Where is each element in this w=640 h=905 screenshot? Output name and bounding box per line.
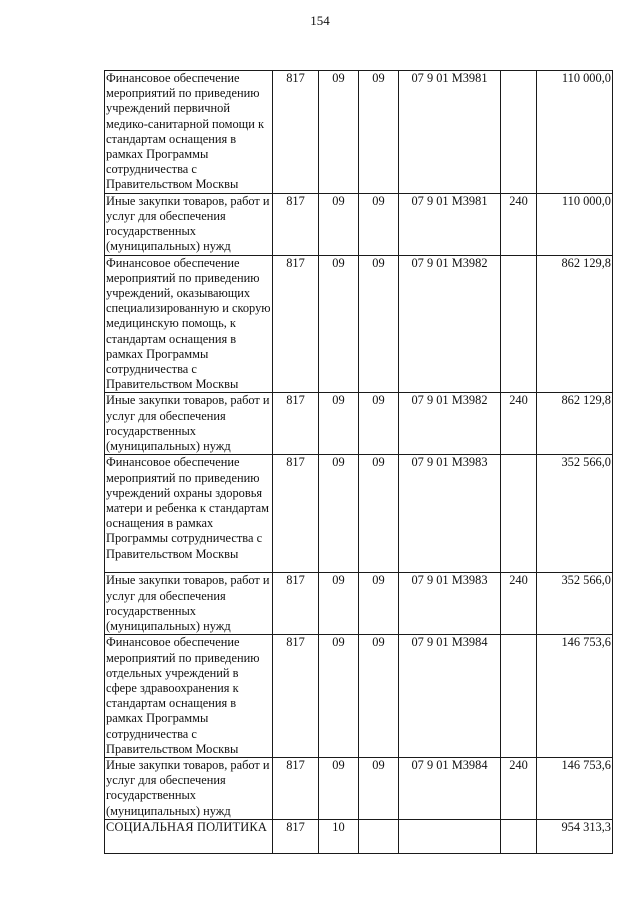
target-article-cell: 07 9 01 М3984 <box>399 758 501 820</box>
table-row <box>105 193 613 255</box>
amount-cell: 862 129,8 <box>537 255 613 393</box>
subsection-code-cell: 09 <box>359 573 399 635</box>
budget-table <box>104 70 613 854</box>
section-code-cell: 09 <box>319 193 359 255</box>
subsection-code-cell <box>359 820 399 854</box>
target-article-cell: 07 9 01 М3982 <box>399 393 501 455</box>
row-name-cell: Финансовое обеспечение мероприятий по приведению учреждений, оказывающих специализированную и скорую медицинскую помощь, к стандартам оснащения в рамках Программы сотрудничества с Правительством Москвы <box>106 255 271 392</box>
page-number: 154 <box>310 13 330 28</box>
subsection-code-cell: 09 <box>359 193 399 255</box>
row-name-cell: Финансовое обеспечение мероприятий по приведению отдельных учреждений в сфере здравоохранения к стандартам оснащения в рамках Программы сотрудничества с Правительством Москвы <box>105 635 273 758</box>
target-article-cell: 07 9 01 М3983 <box>399 573 501 635</box>
amount-cell: 352 566,0 <box>537 455 613 573</box>
subsection-code-cell: 09 <box>359 71 399 194</box>
admin-code-cell: 817 <box>273 635 319 758</box>
amount-cell: 146 753,6 <box>537 758 613 820</box>
row-name-cell: Иные закупки товаров, работ и услуг для обеспечения государственных (муниципальных) нужд <box>105 758 273 820</box>
amount-cell: 954 313,3 <box>537 820 613 854</box>
subsection-code-cell: 09 <box>359 455 399 573</box>
expense-type-cell <box>501 455 537 573</box>
admin-code-cell: 817 <box>273 193 319 255</box>
subsection-code-cell: 09 <box>359 393 399 455</box>
section-code-cell: 09 <box>319 635 359 758</box>
expense-type-cell: 240 <box>501 758 537 820</box>
table-row <box>105 255 613 393</box>
table-row <box>105 635 613 758</box>
admin-code-cell: 817 <box>273 758 319 820</box>
expense-type-cell <box>501 255 537 393</box>
target-article-cell: 07 9 01 М3984 <box>399 635 501 758</box>
expense-type-cell: 240 <box>501 193 537 255</box>
admin-code-cell: 817 <box>273 255 319 393</box>
section-code-cell: 09 <box>319 71 359 194</box>
expense-type-cell: 240 <box>501 393 537 455</box>
row-name-cell: Финансовое обеспечение мероприятий по приведению учреждений первичной медико-санитарной помощи к стандартам оснащения в рамках Программы сотрудничества с Правительством Москвы <box>105 71 273 194</box>
row-name-cell: Финансовое обеспечение мероприятий по приведению учреждений охраны здоровья матери и ребенка к стандартам оснащения в рамках Программы сотрудничества с Правительством Москвы <box>105 455 273 573</box>
section-code-cell: 09 <box>319 455 359 573</box>
expense-type-cell: 240 <box>501 573 537 635</box>
target-article-cell: 07 9 01 М3981 <box>399 193 501 255</box>
table-row <box>105 455 613 573</box>
section-code-cell: 10 <box>319 820 359 854</box>
target-article-cell <box>399 820 501 854</box>
admin-code-cell: 817 <box>273 71 319 194</box>
target-article-cell: 07 9 01 М3981 <box>399 71 501 194</box>
row-name-cell: Иные закупки товаров, работ и услуг для обеспечения государственных (муниципальных) нужд <box>105 393 273 455</box>
section-code-cell: 09 <box>319 393 359 455</box>
amount-cell: 146 753,6 <box>537 635 613 758</box>
expense-type-cell <box>501 635 537 758</box>
section-code-cell: 09 <box>319 255 359 393</box>
amount-cell: 862 129,8 <box>537 393 613 455</box>
subsection-code-cell: 09 <box>359 255 399 393</box>
row-name-cell: Иные закупки товаров, работ и услуг для обеспечения государственных (муниципальных) нужд <box>105 573 273 635</box>
section-code-cell: 09 <box>319 758 359 820</box>
amount-cell: 352 566,0 <box>537 573 613 635</box>
admin-code-cell: 817 <box>273 573 319 635</box>
table-row <box>105 71 613 194</box>
row-name-cell: Иные закупки товаров, работ и услуг для обеспечения государственных (муниципальных) нужд <box>105 193 273 255</box>
subsection-code-cell: 09 <box>359 635 399 758</box>
target-article-cell: 07 9 01 М3982 <box>399 255 501 393</box>
admin-code-cell: 817 <box>273 455 319 573</box>
table-row <box>105 393 613 455</box>
table-row <box>105 758 613 820</box>
expense-type-cell <box>501 820 537 854</box>
row-name-cell: СОЦИАЛЬНАЯ ПОЛИТИКА <box>105 820 273 854</box>
target-article-cell: 07 9 01 М3983 <box>399 455 501 573</box>
admin-code-cell: 817 <box>273 393 319 455</box>
admin-code-cell: 817 <box>273 820 319 854</box>
expense-type-cell <box>501 71 537 194</box>
table-row <box>105 573 613 635</box>
table-row <box>105 820 613 854</box>
amount-cell: 110 000,0 <box>537 193 613 255</box>
subsection-code-cell: 09 <box>359 758 399 820</box>
section-code-cell: 09 <box>319 573 359 635</box>
amount-cell: 110 000,0 <box>537 71 613 194</box>
